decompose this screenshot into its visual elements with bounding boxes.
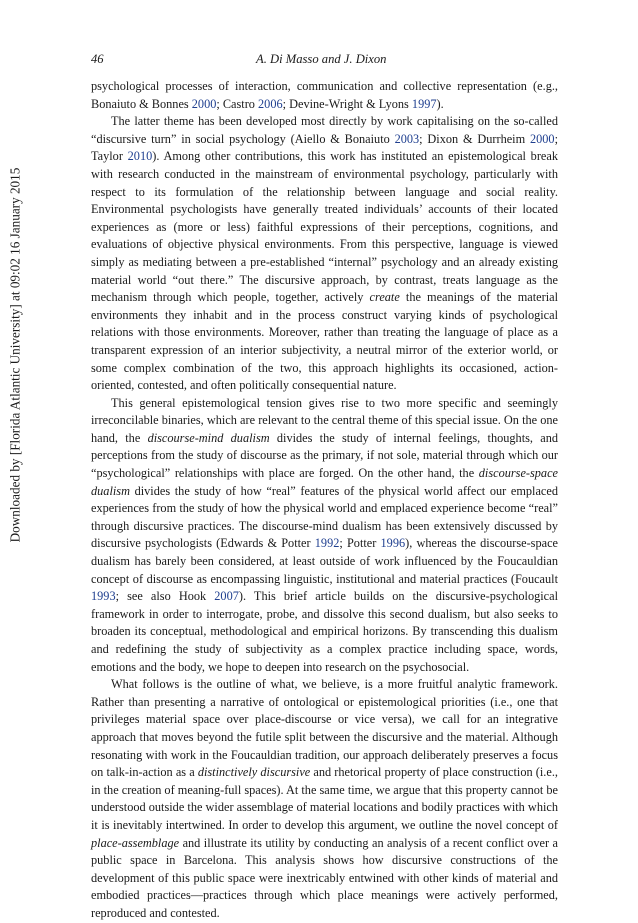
citation-link[interactable]: 2003 <box>394 131 420 146</box>
emphasis-discourse-mind: discourse-mind dualism <box>147 430 270 445</box>
paragraph-4: What follows is the outline of what, we believe, is a more fruitful analytic framework. Rather than presenting a narrative of ontological or epistemological priorities (i.e., one that privileges material space over place-discourse or vice versa), we call for an integrative approach that moves beyond the futile split between the discursive and the material. Although resonating with work in the Foucauldian tradition, our approach deliberately preserves a focus on talk-in-action as a distinctively discursive and rhetorical property of place construction (i.e., in the creation of meaning-full spaces). At the same time, we argue that this property cannot be understood outside the wider assemblage of material locations and bodily practices with which it is inevitably intertwined. In order to develop this argument, we outline the novel concept of place-assemblage and illustrate its utility by conducting an analysis of a recent conflict over a public space in Barcelona. This analysis shows how discursive constructions of the development of this public space were inextricably entwined with other kinds of material and embodied practices—practices through which place meanings were actively performed, reproduced and contested. <box>91 677 558 920</box>
citation-link[interactable]: 2006 <box>258 96 283 111</box>
citation-link[interactable]: 2000 <box>191 96 217 111</box>
citation-link[interactable]: 2010 <box>127 149 153 164</box>
citation-link[interactable]: 2000 <box>529 131 555 146</box>
emphasis-discourse-space: discourse-space dualism <box>91 466 558 498</box>
running-head: A. Di Masso and J. Dixon <box>256 52 387 66</box>
emphasis-create: create <box>369 290 400 305</box>
citation-link[interactable]: 1997 <box>411 96 437 111</box>
paragraph-3: This general epistemological tension gives rise to two more specific and seemingly irreconcilable binaries, which are relevant to the central theme of this special issue. On the one hand, the discourse-mind dualism divides the study of internal feelings, thoughts, and perceptions from the study of discourse as the primary, if not sole, material through which our “psychological” relationships with place are forged. On the other hand, the discourse-space dualism divides the study of how “real” features of the physical world affect our emplaced experiences from the study of how the physical world and emplaced experience become “real” through discursive practices. The discourse-mind dualism has been extensively discussed by discursive psychologists (Edwards & Potter 1992; Potter 1996), whereas the discourse-space dualism has barely been considered, at least outside of work influenced by the Foucauldian concept of discourse as encompassing linguistic, institutional and material practices (Foucault 1993; see also Hook 2007). This brief article builds on the discursive-psychological framework in order to interrogate, probe, and dissolve this second dualism, but also seeks to broaden its conceptual, methodological and empirical horizons. By transcending this dualism and redefining the study of subjectivity as a complex practice including space, words, emotions and the body, we hope to deepen into research on the psychosocial. <box>91 395 558 674</box>
citation-link[interactable]: 2007 <box>214 589 239 604</box>
emphasis-place-assemblage: place-assemblage <box>91 835 180 850</box>
page-number: 46 <box>91 52 104 66</box>
citation-link[interactable]: 1996 <box>380 536 406 551</box>
page-header <box>91 52 558 70</box>
emphasis-distinctively-discursive: distinctively discursive <box>197 765 311 780</box>
paragraph-2: The latter theme has been developed most directly by work capitalising on the so-called “discursive turn” in social psychology (Aiello & Bonaiuto 2003; Dixon & Durrheim 2000; Taylor 2010). Among other contributions, this work has instituted an epistemological break with research conducted in the mainstream of environmental psychology, particularly with respect to its formulation of the relationship between language and social reality. Environmental psychologists have generally treated individuals’ accounts of their located experiences as (more or less) faithful expressions of their perceptions, cognitions, and evaluations of objective physical environments. From this perspective, language is viewed simply as mediating between a pre-established “internal” psychology and an already existing material world “out there.” The discursive approach, by contrast, treats language as the mechanism through which people, together, actively create the meanings of the material environments they inhabit and in the process construct varying kinds of psychological relations with those environments. Moreover, rather than treating the language of place as a transparent expression of an interior subjectivity, a neutral mirror of the exterior world, or some complex combination of the two, this approach highlights its occasioned, action-oriented, contested, and often politically consequential nature. <box>91 114 558 393</box>
paragraph-1: psychological processes of interaction, communication and collective representation (e.g., Bonaiuto & Bonnes 2000; Castro 2006; Devine-Wright & Lyons 1997). <box>91 79 558 111</box>
body-text <box>91 78 558 923</box>
download-note: Downloaded by [Florida Atlantic University] at 09:02 16 January 2015 <box>7 167 22 543</box>
citation-link[interactable]: 1992 <box>314 536 340 551</box>
download-watermark <box>2 70 28 640</box>
citation-link[interactable]: 1993 <box>91 589 116 604</box>
